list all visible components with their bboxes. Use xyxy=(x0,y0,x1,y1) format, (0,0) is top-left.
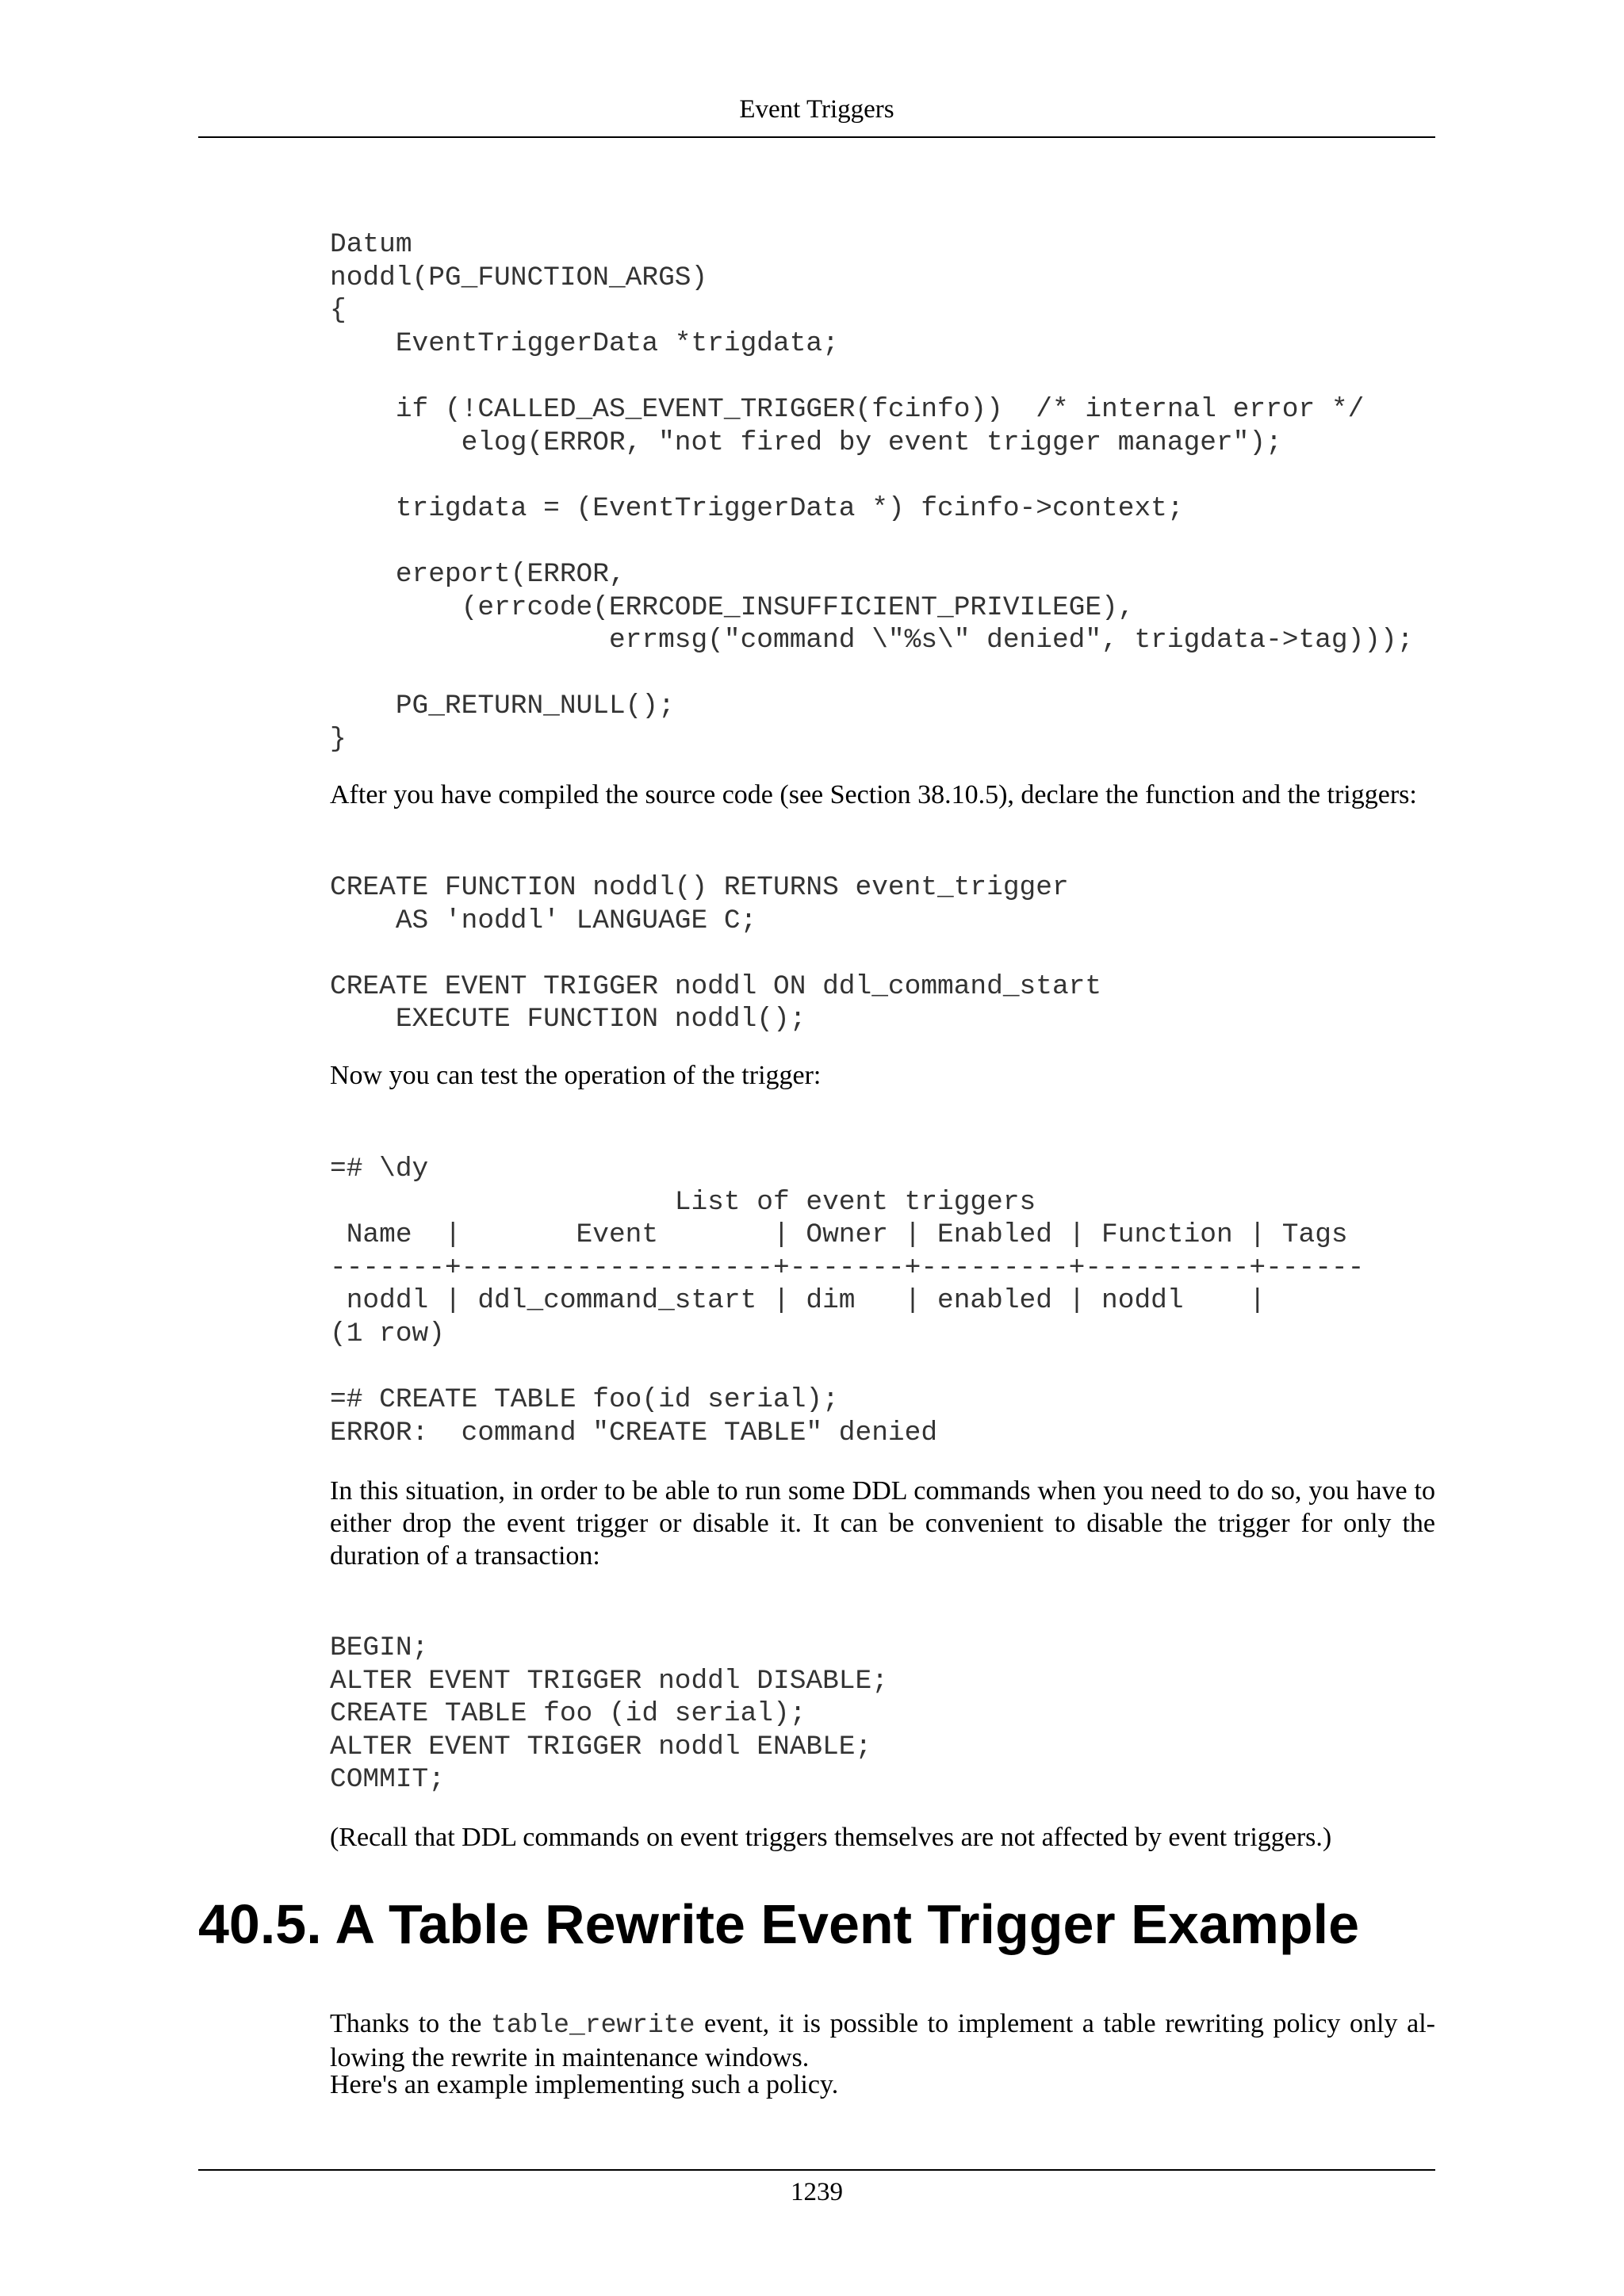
code-block-c-function: Datum noddl(PG_FUNCTION_ARGS) { EventTriggerData *trigdata; if (!CALLED_AS_EVENT_TRIGGER(fcinfo)) /* internal error */ elog(ERROR, "not fired by event trigger manager"); trigdata = (EventTriggerData *) fcinfo->context; ereport(ERROR, (errcode(ERRCODE_INSUFFICIENT_PRIVILEGE), errmsg("command \"%s\" denied", trigdata->tag))); PG_RETURN_NULL(); } xyxy=(330,229,1414,755)
thanks-text-after: event, it is possible to implement a table rewriting policy only allowing the rewrite in maintenance windows. xyxy=(330,2009,1435,2072)
page-number: 1239 xyxy=(791,2178,843,2206)
paragraph-situation: In this situation, in order to be able to run some DDL commands when you need to do so, you have to either drop the event trigger or disable it. It can be convenient to disable the trigger for only the duration of a transaction: xyxy=(330,1476,1435,1571)
paragraph-thanks xyxy=(330,2007,1435,2074)
paragraph-recall: (Recall that DDL commands on event triggers themselves are not affected by event triggers.) xyxy=(330,1823,1332,1852)
code-block-psql-test: =# \dy List of event triggers Name | Event | Owner | Enabled | Function | Tags -------+-------------------+-------+---------+----------+------ noddl | ddl_command_start | dim | enabled | noddl | (1 row) =# CREATE TABLE foo(id serial); ERROR: command "CREATE TABLE" denied xyxy=(330,1154,1365,1448)
thanks-text-before: Thanks to the xyxy=(330,2009,491,2038)
footer-rule xyxy=(198,2169,1435,2171)
paragraph-example: Here's an example implementing such a policy. xyxy=(330,2070,839,2099)
running-header: Event Triggers xyxy=(739,95,894,124)
section-heading: 40.5. A Table Rewrite Event Trigger Example xyxy=(198,1893,1360,1955)
code-block-declare-sql: CREATE FUNCTION noddl() RETURNS event_trigger AS 'noddl' LANGUAGE C; CREATE EVENT TRIGGER noddl ON ddl_command_start EXECUTE FUNCTION noddl(); xyxy=(330,872,1102,1035)
code-block-transaction-sql: BEGIN; ALTER EVENT TRIGGER noddl DISABLE; CREATE TABLE foo (id serial); ALTER EVENT TRIGGER noddl ENABLE; COMMIT; xyxy=(330,1632,888,1796)
paragraph-after-compile: After you have compiled the source code (see Section 38.10.5), declare the function and the triggers: xyxy=(330,780,1417,809)
header-rule xyxy=(198,136,1435,138)
inline-code-table-rewrite: table_rewrite xyxy=(490,2011,695,2040)
paragraph-now-test: Now you can test the operation of the trigger: xyxy=(330,1061,822,1090)
